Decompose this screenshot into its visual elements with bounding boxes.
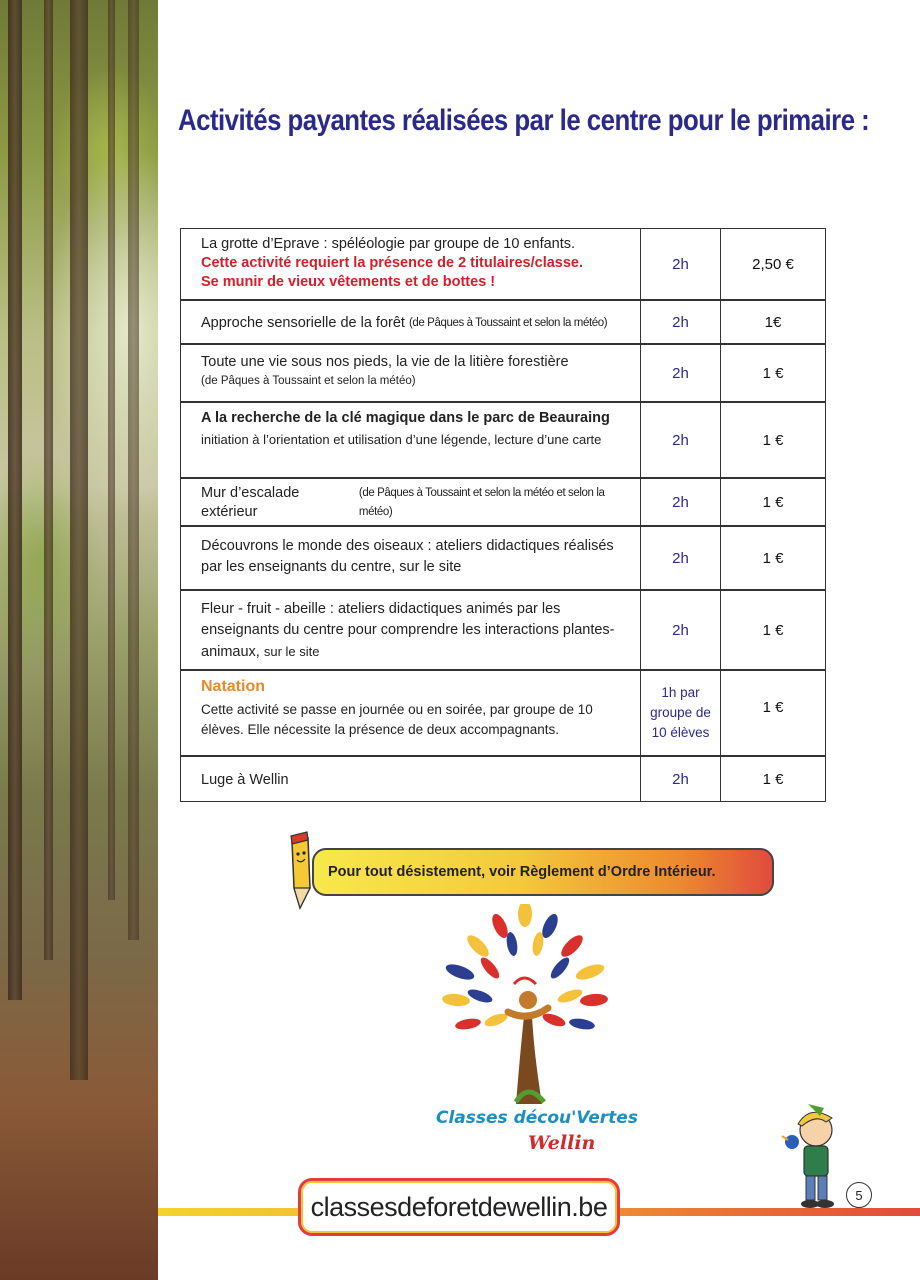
duration-cell: 2h	[641, 229, 721, 299]
activity-name: Approche sensorielle de la forêt	[201, 314, 405, 331]
activity-name: A la recherche de la clé magique dans le parc de Beauraing	[201, 410, 610, 426]
duration-cell: 1h par groupe de 10 élèves	[641, 671, 721, 755]
activity-cell	[181, 671, 641, 755]
table-row	[180, 590, 826, 670]
activity-cell	[181, 757, 641, 801]
activity-cell	[181, 591, 641, 669]
activity-name: Luge à Wellin	[201, 771, 289, 788]
activity-name: Fleur - fruit - abeille : ateliers didactiques animés par les enseignants du centre pour comprendre les interactions plantes-animaux,	[201, 601, 615, 660]
duration-cell: 2h	[641, 301, 721, 343]
price-cell: 1 €	[762, 770, 784, 788]
activity-warning: Cette activité requiert la présence de 2 titulaires/classe.	[201, 255, 584, 271]
logo-text-line1: Classes décou'Vertes	[436, 1108, 638, 1128]
activity-cell	[181, 229, 641, 299]
table-row	[180, 300, 826, 344]
activity-name: Découvrons le monde des oiseaux : ateliers didactiques réalisés par les enseignants du centre, sur le site	[201, 538, 614, 575]
page-title: Activités payantes réalisées par le centre pour le primaire :	[178, 104, 870, 137]
price-cell: 1 €	[762, 493, 784, 511]
table-row	[180, 478, 826, 526]
table-row	[180, 526, 826, 590]
price-cell: 2,50 €	[752, 255, 794, 273]
price-cell: 1 €	[762, 549, 784, 567]
table-row	[180, 670, 826, 756]
duration-cell: 2h	[641, 403, 721, 477]
website-link[interactable]: classesdeforetdewellin.be	[298, 1178, 620, 1236]
table-row	[180, 344, 826, 402]
activity-cell	[181, 403, 641, 477]
activity-description: initiation à l’orientation et utilisation d’une légende, lecture d’une carte	[201, 432, 602, 447]
activity-cell	[181, 301, 641, 343]
activity-cell	[181, 345, 641, 401]
price-cell: 1 €	[762, 699, 784, 716]
table-row	[180, 228, 826, 300]
activity-name: Natation	[201, 678, 265, 695]
activity-note: sur le site	[263, 644, 320, 659]
price-cell: 1 €	[762, 431, 784, 449]
activity-note: (de Pâques à Toussaint et selon la météo)	[408, 316, 608, 329]
logo-text-line2: Wellin	[528, 1132, 596, 1154]
activity-cell	[181, 527, 641, 589]
activity-name: Toute une vie sous nos pieds, la vie de la litière forestière	[201, 354, 569, 370]
duration-cell: 2h	[641, 345, 721, 401]
child-mascot-icon	[780, 1100, 846, 1212]
duration-cell: 2h	[641, 527, 721, 589]
price-cell: 1 €	[762, 364, 784, 382]
withdrawal-notice: Pour tout désistement, voir Règlement d’Ordre Intérieur.	[312, 848, 774, 896]
activity-note: (de Pâques à Toussaint et selon la météo et selon la météo)	[358, 487, 605, 518]
activity-name: La grotte d’Eprave : spéléologie par groupe de 10 enfants.	[201, 236, 576, 252]
duration-cell: 2h	[641, 479, 721, 525]
table-row	[180, 756, 826, 802]
forest-photo	[0, 0, 158, 1280]
activity-warning: Se munir de vieux vêtements et de bottes !	[201, 274, 496, 290]
duration-cell: 2h	[641, 591, 721, 669]
price-cell: 1€	[764, 313, 782, 331]
activity-name: Mur d’escalade extérieur	[201, 485, 300, 520]
activity-note: (de Pâques à Toussaint et selon la météo)	[201, 375, 416, 387]
duration-cell: 2h	[641, 757, 721, 801]
activity-description: Cette activité se passe en journée ou en soirée, par groupe de 10 élèves. Elle nécessite la présence de deux accompagnants.	[201, 702, 593, 737]
page-number: 5	[846, 1182, 872, 1208]
table-row	[180, 402, 826, 478]
activity-cell	[181, 479, 641, 525]
tree-logo-icon	[420, 904, 630, 1104]
price-cell: 1 €	[762, 621, 784, 639]
